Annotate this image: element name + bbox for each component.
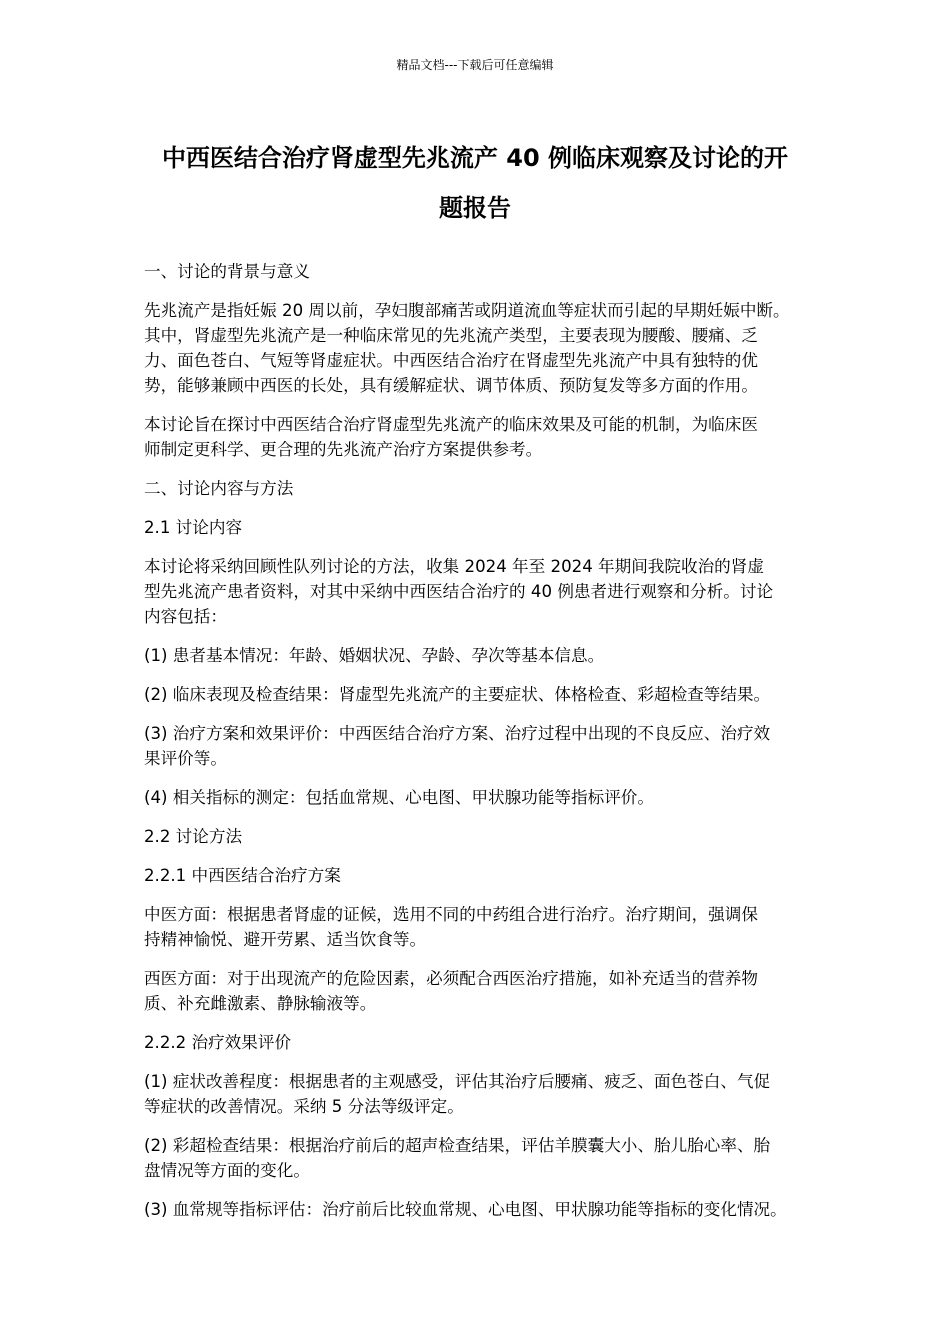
paragraph: [144, 785, 824, 810]
paragraph-line: 果评价等。: [144, 749, 227, 768]
paragraph-line: (1) 症状改善程度：根据患者的主观感受，评估其治疗后腰痛、疲乏、面色苍白、气促: [144, 1072, 771, 1091]
document-body: [144, 259, 824, 1236]
paragraph-line: 2.1 讨论内容: [144, 518, 243, 537]
title-line: 中西医结合治疗肾虚型先兆流产 40 例临床观察及讨论的开: [161, 144, 789, 172]
paragraph-line: 一、讨论的背景与意义: [144, 262, 310, 281]
document-title: [140, 133, 810, 233]
paragraph-line: 质、补充雌激素、静脉输液等。: [144, 994, 377, 1013]
paragraph: [144, 966, 824, 1016]
paragraph: [144, 824, 824, 849]
paragraph-line: (3) 治疗方案和效果评价：中西医结合治疗方案、治疗过程中出现的不良反应、治疗效: [144, 724, 771, 743]
paragraph-line: 盘情况等方面的变化。: [144, 1161, 310, 1180]
paragraph-line: 二、讨论内容与方法: [144, 479, 294, 498]
paragraph: [144, 1197, 824, 1222]
paragraph-line: 势，能够兼顾中西医的长处，具有缓解症状、调节体质、预防复发等多方面的作用。: [144, 376, 758, 395]
paragraph: [144, 554, 824, 629]
paragraph: [144, 1030, 824, 1055]
paragraph-line: (3) 血常规等指标评估：治疗前后比较血常规、心电图、甲状腺功能等指标的变化情况。: [144, 1200, 787, 1219]
paragraph: [144, 259, 824, 284]
paragraph-line: 型先兆流产患者资料，对其中采纳中西医结合治疗的 40 例患者进行观察和分析。讨论: [144, 582, 774, 601]
header-watermark: 精品文档---下载后可任意编辑: [396, 58, 554, 72]
paragraph-line: (4) 相关指标的测定：包括血常规、心电图、甲状腺功能等指标评价。: [144, 788, 654, 807]
paragraph: [144, 476, 824, 501]
paragraph-line: 力、面色苍白、气短等肾虚症状。中西医结合治疗在肾虚型先兆流产中具有独特的优: [144, 351, 758, 370]
paragraph: [144, 515, 824, 540]
paragraph-line: 等症状的改善情况。采纳 5 分法等级评定。: [144, 1097, 464, 1116]
paragraph-line: 内容包括：: [144, 607, 227, 626]
paragraph-line: 本讨论将采纳回顾性队列讨论的方法，收集 2024 年至 2024 年期间我院收治的肾虚: [144, 557, 764, 576]
paragraph-line: 中医方面：根据患者肾虚的证候，选用不同的中药组合进行治疗。治疗期间，强调保: [144, 905, 758, 924]
paragraph-line: 2.2.1 中西医结合治疗方案: [144, 866, 341, 885]
paragraph: [144, 902, 824, 952]
paragraph-line: (2) 彩超检查结果：根据治疗前后的超声检查结果，评估羊膜囊大小、胎儿胎心率、胎: [144, 1136, 771, 1155]
paragraph-line: 师制定更科学、更合理的先兆流产治疗方案提供参考。: [144, 440, 543, 459]
paragraph-line: 西医方面：对于出现流产的危险因素，必须配合西医治疗措施，如补充适当的营养物: [144, 969, 758, 988]
paragraph: [144, 1133, 824, 1183]
paragraph-line: (2) 临床表现及检查结果：肾虚型先兆流产的主要症状、体格检查、彩超检查等结果。: [144, 685, 771, 704]
paragraph: [144, 643, 824, 668]
paragraph-line: (1) 患者基本情况：年龄、婚姻状况、孕龄、孕次等基本信息。: [144, 646, 605, 665]
paragraph: [144, 298, 824, 398]
title-line: 题报告: [439, 194, 511, 222]
paragraph-line: 持精神愉悦、避开劳累、适当饮食等。: [144, 930, 427, 949]
paragraph-line: 2.2 讨论方法: [144, 827, 243, 846]
paragraph: [144, 682, 824, 707]
paragraph-line: 2.2.2 治疗效果评价: [144, 1033, 292, 1052]
paragraph-line: 先兆流产是指妊娠 20 周以前，孕妇腹部痛苦或阴道流血等症状而引起的早期妊娠中断。: [144, 301, 790, 320]
paragraph-line: 其中，肾虚型先兆流产是一种临床常见的先兆流产类型，主要表现为腰酸、腰痛、乏: [144, 326, 758, 345]
paragraph: [144, 412, 824, 462]
paragraph: [144, 1069, 824, 1119]
paragraph-line: 本讨论旨在探讨中西医结合治疗肾虚型先兆流产的临床效果及可能的机制，为临床医: [144, 415, 758, 434]
paragraph: [144, 863, 824, 888]
paragraph: [144, 721, 824, 771]
